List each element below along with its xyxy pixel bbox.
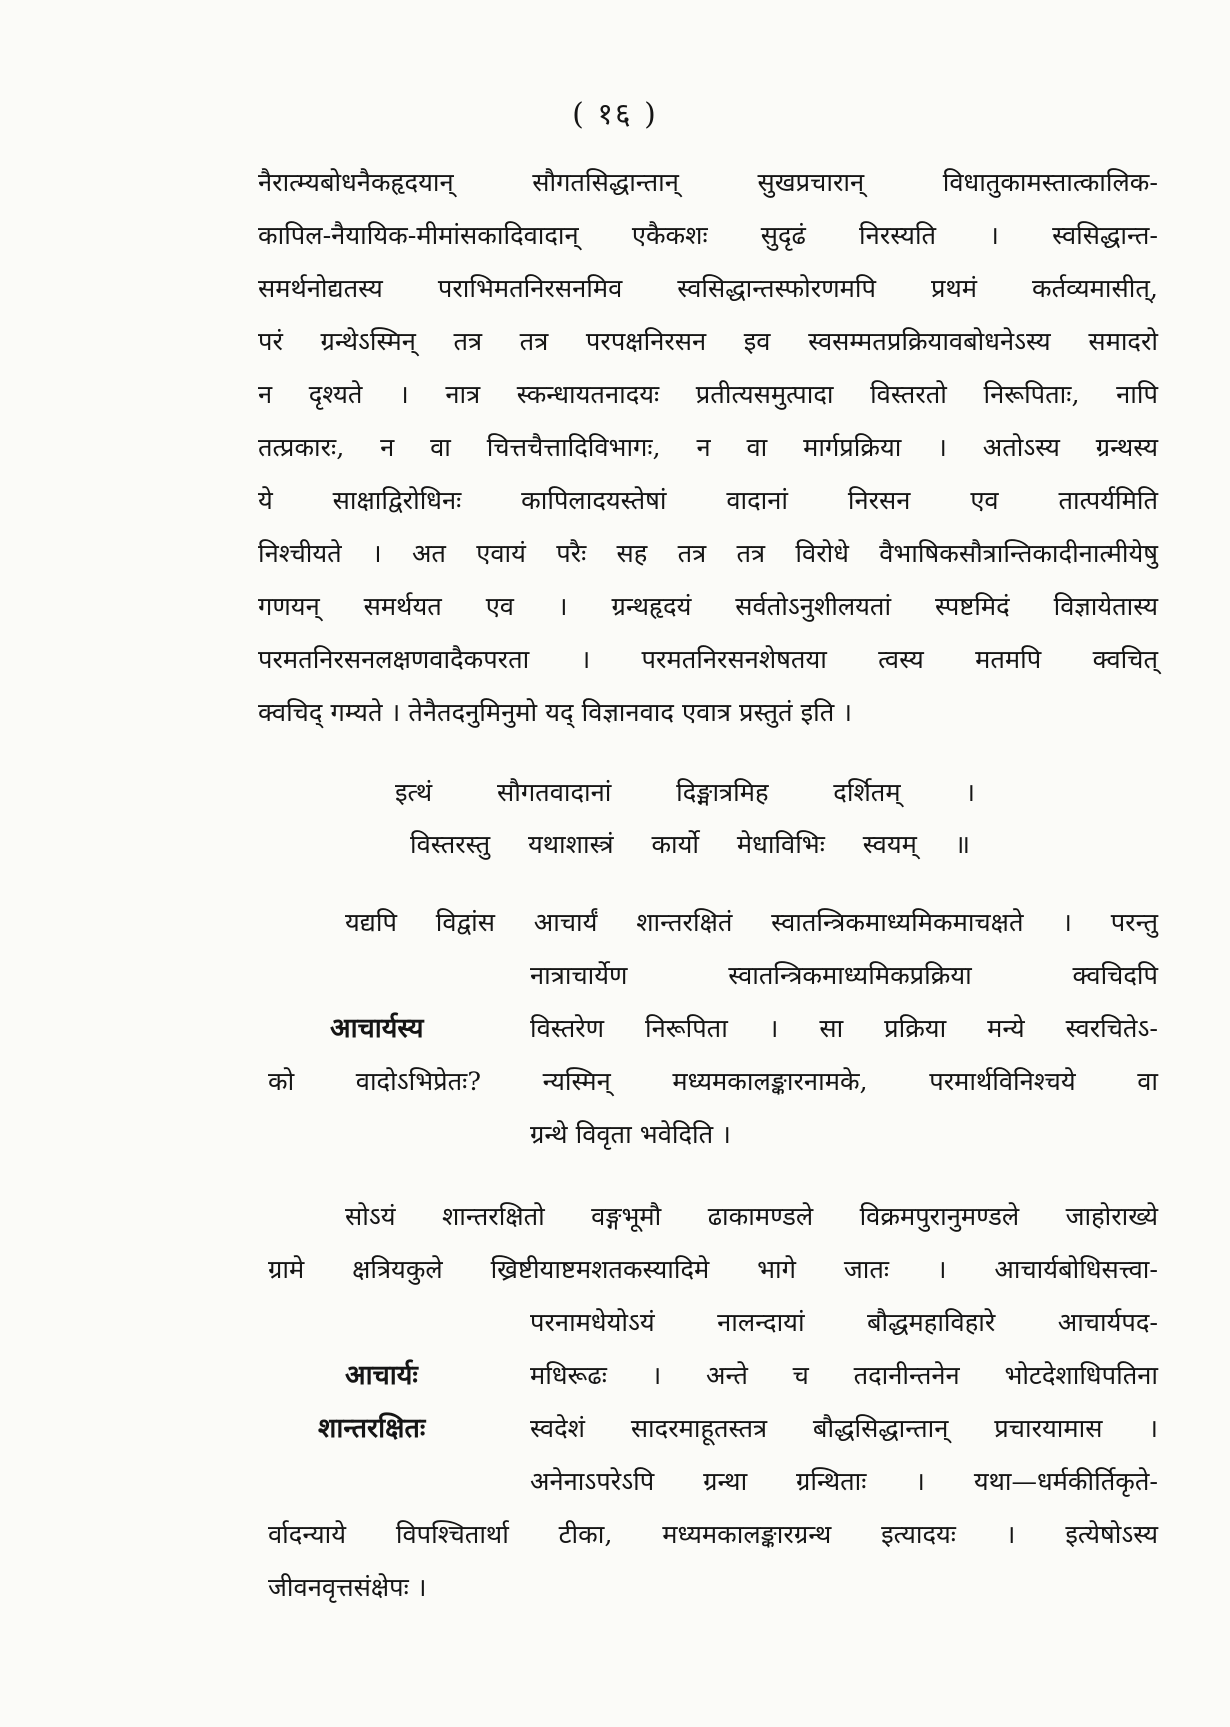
text-line: कापिल-नैयायिक-मीमांसकादिवादान् एकैकशः सुदृढं निरस्यति । स्वसिद्धान्त- — [258, 221, 1158, 251]
text-line: सोऽयं शान्तरक्षितो वङ्गभूमौ ढाकामण्डले विक्रमपुरानुमण्डले जाहोराख्ये — [345, 1202, 1158, 1232]
text-line: अनेनाऽपरेऽपि ग्रन्था ग्रन्थिताः । यथा—धर्मकीर्तिकृते- — [530, 1467, 1158, 1497]
text-line: नैरात्म्यबोधनैकहृदयान् सौगतसिद्धान्तान् सुखप्रचारान् विधातुकामस्तात्कालिक- — [258, 168, 1158, 198]
text-line: को वादोऽभिप्रेतः? न्यस्मिन् मध्यमकालङ्कारनामके, परमार्थविनिश्चये वा — [268, 1067, 1158, 1097]
margin-heading: आचार्यस्य — [330, 1013, 424, 1044]
text-line: जीवनवृत्तसंक्षेपः । — [268, 1573, 427, 1603]
text-line: स्वदेशं सादरमाहूतस्तत्र बौद्धसिद्धान्तान् प्रचारयामास । — [530, 1414, 1158, 1444]
text-line: यद्यपि विद्वांस आचार्यं शान्तरक्षितं स्वातन्त्रिकमाध्यमिकमाचक्षते । परन्तु — [345, 908, 1158, 938]
verse-line: विस्तरस्तु यथाशास्त्रं कार्यो मेधाविभिः स्वयम् ॥ — [410, 830, 970, 860]
text-line: परनामधेयोऽयं नालन्दायां बौद्धमहाविहारे आचार्यपद- — [530, 1308, 1158, 1338]
text-line: नात्राचार्येण स्वातन्त्रिकमाध्यमिकप्रक्रिया क्वचिदपि — [530, 961, 1158, 991]
text-line: निश्चीयते । अत एवायं परैः सह तत्र तत्र विरोधे वैभाषिकसौत्रान्तिकादीनात्मीयेषु — [258, 539, 1158, 569]
text-line: विस्तरेण निरूपिता । सा प्रक्रिया मन्ये स्वरचितेऽ- — [530, 1014, 1158, 1044]
page-number: ( १६ ) — [572, 97, 658, 132]
margin-heading: शान्तरक्षितः — [318, 1413, 426, 1444]
verse-line: इत्थं सौगतवादानां दिङ्मात्रमिह दर्शितम् । — [395, 778, 975, 808]
text-line: समर्थनोद्यतस्य पराभिमतनिरसनमिव स्वसिद्धान्तस्फोरणमपि प्रथमं कर्तव्यमासीत्, — [258, 274, 1158, 304]
text-line: तत्प्रकारः, न वा चित्तचैत्तादिविभागः, न वा मार्गप्रक्रिया । अतोऽस्य ग्रन्थस्य — [258, 433, 1158, 463]
text-line: क्वचिद् गम्यते । तेनैतदनुमिनुमो यद् विज्ञानवाद एवात्र प्रस्तुतं इति । — [258, 698, 853, 728]
text-line: र्वादन्याये विपश्चितार्था टीका, मध्यमकालङ्कारग्रन्थ इत्यादयः । इत्येषोऽस्य — [268, 1520, 1158, 1550]
text-line: ग्रामे क्षत्रियकुले ख्रिष्टीयाष्टमशतकस्यादिमे भागे जातः । आचार्यबोधिसत्त्वा- — [268, 1255, 1158, 1285]
text-line: परमतनिरसनलक्षणवादैकपरता । परमतनिरसनशेषतया त्वस्य मतमपि क्वचित् — [258, 645, 1158, 675]
margin-heading: आचार्यः — [345, 1360, 418, 1391]
text-line: ग्रन्थे विवृता भवेदिति । — [530, 1120, 731, 1150]
text-line: न दृश्यते । नात्र स्कन्धायतनादयः प्रतीत्यसमुत्पादा विस्तरतो निरूपिताः, नापि — [258, 380, 1158, 410]
text-line: ये साक्षाद्विरोधिनः कापिलादयस्तेषां वादानां निरसन एव तात्पर्यमिति — [258, 486, 1158, 516]
text-line: मधिरूढः । अन्ते च तदानीन्तनेन भोटदेशाधिपतिना — [530, 1361, 1158, 1391]
text-line: परं ग्रन्थेऽस्मिन् तत्र तत्र परपक्षनिरसन इव स्वसम्मतप्रक्रियावबोधनेऽस्य समादरो — [258, 327, 1158, 357]
text-line: गणयन् समर्थयत एव । ग्रन्थहृदयं सर्वतोऽनुशीलयतां स्पष्टमिदं विज्ञायेतास्य — [258, 592, 1158, 622]
